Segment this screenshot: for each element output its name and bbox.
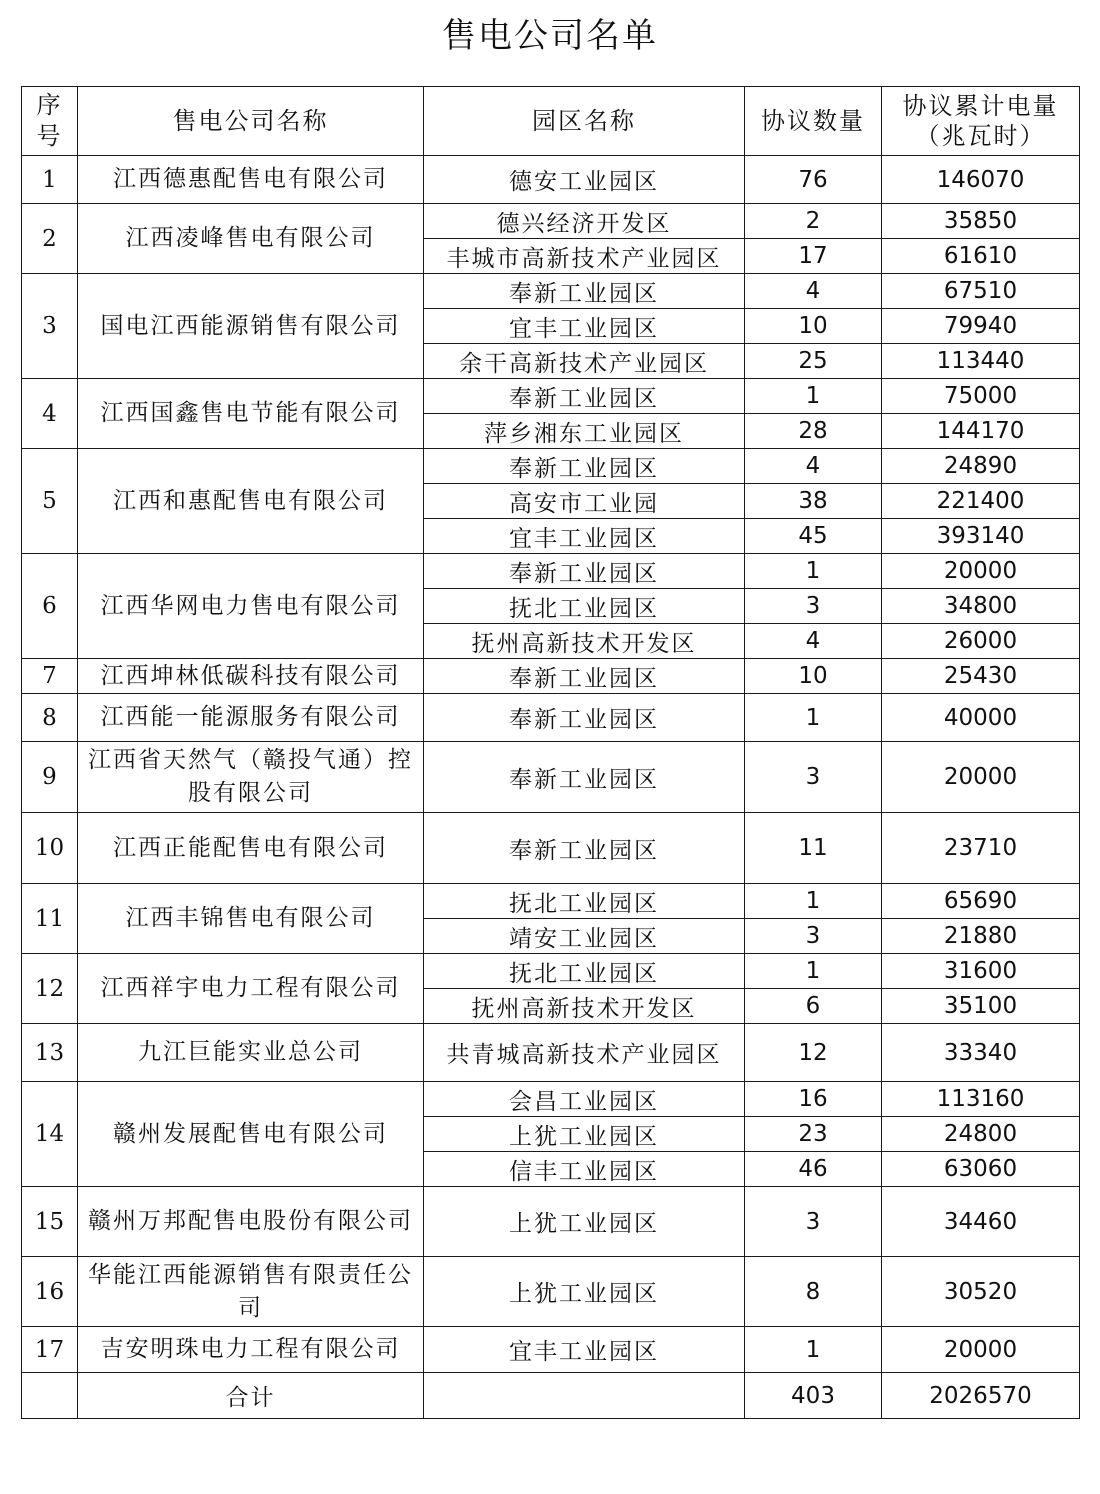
agreement-count: 28 bbox=[745, 414, 882, 449]
table-body bbox=[22, 156, 1080, 1419]
park-name: 萍乡湘东工业园区 bbox=[424, 414, 745, 449]
row-seq: 3 bbox=[22, 274, 78, 379]
agreement-count: 23 bbox=[745, 1117, 882, 1152]
agreement-energy: 67510 bbox=[882, 274, 1080, 309]
table-row bbox=[22, 204, 1080, 239]
total-energy: 2026570 bbox=[882, 1373, 1080, 1419]
agreement-energy: 34460 bbox=[882, 1187, 1080, 1257]
row-seq: 7 bbox=[22, 659, 78, 694]
agreement-count: 2 bbox=[745, 204, 882, 239]
agreement-count: 10 bbox=[745, 659, 882, 694]
park-name: 信丰工业园区 bbox=[424, 1152, 745, 1187]
company-name: 江西和惠配售电有限公司 bbox=[78, 449, 424, 554]
agreement-energy: 65690 bbox=[882, 884, 1080, 919]
total-row bbox=[22, 1373, 1080, 1419]
park-name: 奉新工业园区 bbox=[424, 554, 745, 589]
company-name: 江西德惠配售电有限公司 bbox=[78, 156, 424, 204]
table-row bbox=[22, 884, 1080, 919]
park-name: 奉新工业园区 bbox=[424, 694, 745, 742]
agreement-energy: 24800 bbox=[882, 1117, 1080, 1152]
company-name: 江西祥宇电力工程有限公司 bbox=[78, 954, 424, 1024]
park-name: 奉新工业园区 bbox=[424, 449, 745, 484]
company-name: 江西能一能源服务有限公司 bbox=[78, 694, 424, 742]
park-name: 奉新工业园区 bbox=[424, 274, 745, 309]
row-seq: 11 bbox=[22, 884, 78, 954]
table-row bbox=[22, 554, 1080, 589]
row-seq: 15 bbox=[22, 1187, 78, 1257]
park-name: 宜丰工业园区 bbox=[424, 519, 745, 554]
header-energy-line2: （兆瓦时） bbox=[915, 122, 1046, 150]
row-seq: 17 bbox=[22, 1327, 78, 1373]
company-name: 江西丰锦售电有限公司 bbox=[78, 884, 424, 954]
park-name: 抚北工业园区 bbox=[424, 589, 745, 624]
row-seq: 16 bbox=[22, 1257, 78, 1327]
table-row bbox=[22, 1327, 1080, 1373]
table-row bbox=[22, 449, 1080, 484]
park-name: 上犹工业园区 bbox=[424, 1257, 745, 1327]
agreement-energy: 20000 bbox=[882, 554, 1080, 589]
company-name: 吉安明珠电力工程有限公司 bbox=[78, 1327, 424, 1373]
company-name: 江西省天然气（赣投气通）控股有限公司 bbox=[78, 742, 424, 813]
row-seq: 9 bbox=[22, 742, 78, 813]
agreement-count: 1 bbox=[745, 554, 882, 589]
agreement-energy: 146070 bbox=[882, 156, 1080, 204]
table-row bbox=[22, 1187, 1080, 1257]
company-name: 九江巨能实业总公司 bbox=[78, 1024, 424, 1082]
header-company: 售电公司名称 bbox=[78, 87, 424, 156]
park-name: 奉新工业园区 bbox=[424, 813, 745, 884]
total-label: 合计 bbox=[78, 1373, 424, 1419]
agreement-count: 4 bbox=[745, 449, 882, 484]
agreement-count: 3 bbox=[745, 919, 882, 954]
header-park: 园区名称 bbox=[424, 87, 745, 156]
park-name: 奉新工业园区 bbox=[424, 659, 745, 694]
table-row bbox=[22, 742, 1080, 813]
park-name: 余干高新技术产业园区 bbox=[424, 344, 745, 379]
agreement-energy: 24890 bbox=[882, 449, 1080, 484]
agreement-count: 16 bbox=[745, 1082, 882, 1117]
agreement-count: 3 bbox=[745, 742, 882, 813]
park-name: 宜丰工业园区 bbox=[424, 1327, 745, 1373]
company-name: 国电江西能源销售有限公司 bbox=[78, 274, 424, 379]
company-name: 江西凌峰售电有限公司 bbox=[78, 204, 424, 274]
park-name: 德兴经济开发区 bbox=[424, 204, 745, 239]
row-seq: 12 bbox=[22, 954, 78, 1024]
sales-company-table bbox=[21, 86, 1080, 1419]
agreement-count: 4 bbox=[745, 274, 882, 309]
agreement-energy: 31600 bbox=[882, 954, 1080, 989]
agreement-count: 8 bbox=[745, 1257, 882, 1327]
row-seq: 14 bbox=[22, 1082, 78, 1187]
total-seq bbox=[22, 1373, 78, 1419]
agreement-count: 46 bbox=[745, 1152, 882, 1187]
agreement-energy: 63060 bbox=[882, 1152, 1080, 1187]
table-row bbox=[22, 156, 1080, 204]
table-row bbox=[22, 274, 1080, 309]
agreement-energy: 30520 bbox=[882, 1257, 1080, 1327]
company-name: 华能江西能源销售有限责任公司 bbox=[78, 1257, 424, 1327]
park-name: 靖安工业园区 bbox=[424, 919, 745, 954]
agreement-energy: 113440 bbox=[882, 344, 1080, 379]
agreement-count: 6 bbox=[745, 989, 882, 1024]
agreement-energy: 26000 bbox=[882, 624, 1080, 659]
agreement-count: 1 bbox=[745, 379, 882, 414]
agreement-energy: 144170 bbox=[882, 414, 1080, 449]
park-name: 奉新工业园区 bbox=[424, 742, 745, 813]
row-seq: 8 bbox=[22, 694, 78, 742]
header-energy bbox=[882, 87, 1080, 156]
header-energy-line1: 协议累计电量 bbox=[902, 92, 1059, 120]
agreement-energy: 61610 bbox=[882, 239, 1080, 274]
agreement-energy: 75000 bbox=[882, 379, 1080, 414]
company-name: 江西正能配售电有限公司 bbox=[78, 813, 424, 884]
company-name: 江西华网电力售电有限公司 bbox=[78, 554, 424, 659]
agreement-energy: 34800 bbox=[882, 589, 1080, 624]
park-name: 抚北工业园区 bbox=[424, 954, 745, 989]
table-row bbox=[22, 694, 1080, 742]
agreement-count: 76 bbox=[745, 156, 882, 204]
agreement-count: 12 bbox=[745, 1024, 882, 1082]
park-name: 共青城高新技术产业园区 bbox=[424, 1024, 745, 1082]
total-park bbox=[424, 1373, 745, 1419]
page-title: 售电公司名单 bbox=[442, 16, 658, 56]
table-row bbox=[22, 954, 1080, 989]
agreement-count: 17 bbox=[745, 239, 882, 274]
row-seq: 10 bbox=[22, 813, 78, 884]
park-name: 会昌工业园区 bbox=[424, 1082, 745, 1117]
agreement-count: 1 bbox=[745, 694, 882, 742]
row-seq: 5 bbox=[22, 449, 78, 554]
agreement-count: 1 bbox=[745, 1327, 882, 1373]
agreement-energy: 33340 bbox=[882, 1024, 1080, 1082]
row-seq: 13 bbox=[22, 1024, 78, 1082]
agreement-count: 38 bbox=[745, 484, 882, 519]
header-seq: 序号 bbox=[22, 87, 78, 156]
agreement-count: 11 bbox=[745, 813, 882, 884]
agreement-energy: 35100 bbox=[882, 989, 1080, 1024]
park-name: 高安市工业园 bbox=[424, 484, 745, 519]
park-name: 宜丰工业园区 bbox=[424, 309, 745, 344]
table-row bbox=[22, 1024, 1080, 1082]
park-name: 丰城市高新技术产业园区 bbox=[424, 239, 745, 274]
table-row bbox=[22, 659, 1080, 694]
agreement-energy: 113160 bbox=[882, 1082, 1080, 1117]
total-count: 403 bbox=[745, 1373, 882, 1419]
agreement-energy: 35850 bbox=[882, 204, 1080, 239]
company-name: 赣州万邦配售电股份有限公司 bbox=[78, 1187, 424, 1257]
agreement-energy: 221400 bbox=[882, 484, 1080, 519]
park-name: 奉新工业园区 bbox=[424, 379, 745, 414]
agreement-energy: 20000 bbox=[882, 742, 1080, 813]
agreement-energy: 21880 bbox=[882, 919, 1080, 954]
agreement-count: 3 bbox=[745, 1187, 882, 1257]
park-name: 上犹工业园区 bbox=[424, 1187, 745, 1257]
park-name: 上犹工业园区 bbox=[424, 1117, 745, 1152]
agreement-count: 3 bbox=[745, 589, 882, 624]
agreement-count: 45 bbox=[745, 519, 882, 554]
row-seq: 4 bbox=[22, 379, 78, 449]
park-name: 抚州高新技术开发区 bbox=[424, 989, 745, 1024]
table-row bbox=[22, 813, 1080, 884]
row-seq: 1 bbox=[22, 156, 78, 204]
agreement-count: 25 bbox=[745, 344, 882, 379]
table-row bbox=[22, 1257, 1080, 1327]
header-row bbox=[22, 87, 1080, 156]
park-name: 德安工业园区 bbox=[424, 156, 745, 204]
agreement-energy: 79940 bbox=[882, 309, 1080, 344]
agreement-energy: 40000 bbox=[882, 694, 1080, 742]
park-name: 抚州高新技术开发区 bbox=[424, 624, 745, 659]
agreement-energy: 23710 bbox=[882, 813, 1080, 884]
agreement-count: 1 bbox=[745, 954, 882, 989]
agreement-count: 4 bbox=[745, 624, 882, 659]
row-seq: 6 bbox=[22, 554, 78, 659]
table-row bbox=[22, 1082, 1080, 1117]
row-seq: 2 bbox=[22, 204, 78, 274]
company-name: 江西坤林低碳科技有限公司 bbox=[78, 659, 424, 694]
company-name: 江西国鑫售电节能有限公司 bbox=[78, 379, 424, 449]
header-count: 协议数量 bbox=[745, 87, 882, 156]
agreement-count: 10 bbox=[745, 309, 882, 344]
agreement-energy: 393140 bbox=[882, 519, 1080, 554]
agreement-energy: 20000 bbox=[882, 1327, 1080, 1373]
agreement-energy: 25430 bbox=[882, 659, 1080, 694]
company-name: 赣州发展配售电有限公司 bbox=[78, 1082, 424, 1187]
table-row bbox=[22, 379, 1080, 414]
agreement-count: 1 bbox=[745, 884, 882, 919]
park-name: 抚北工业园区 bbox=[424, 884, 745, 919]
